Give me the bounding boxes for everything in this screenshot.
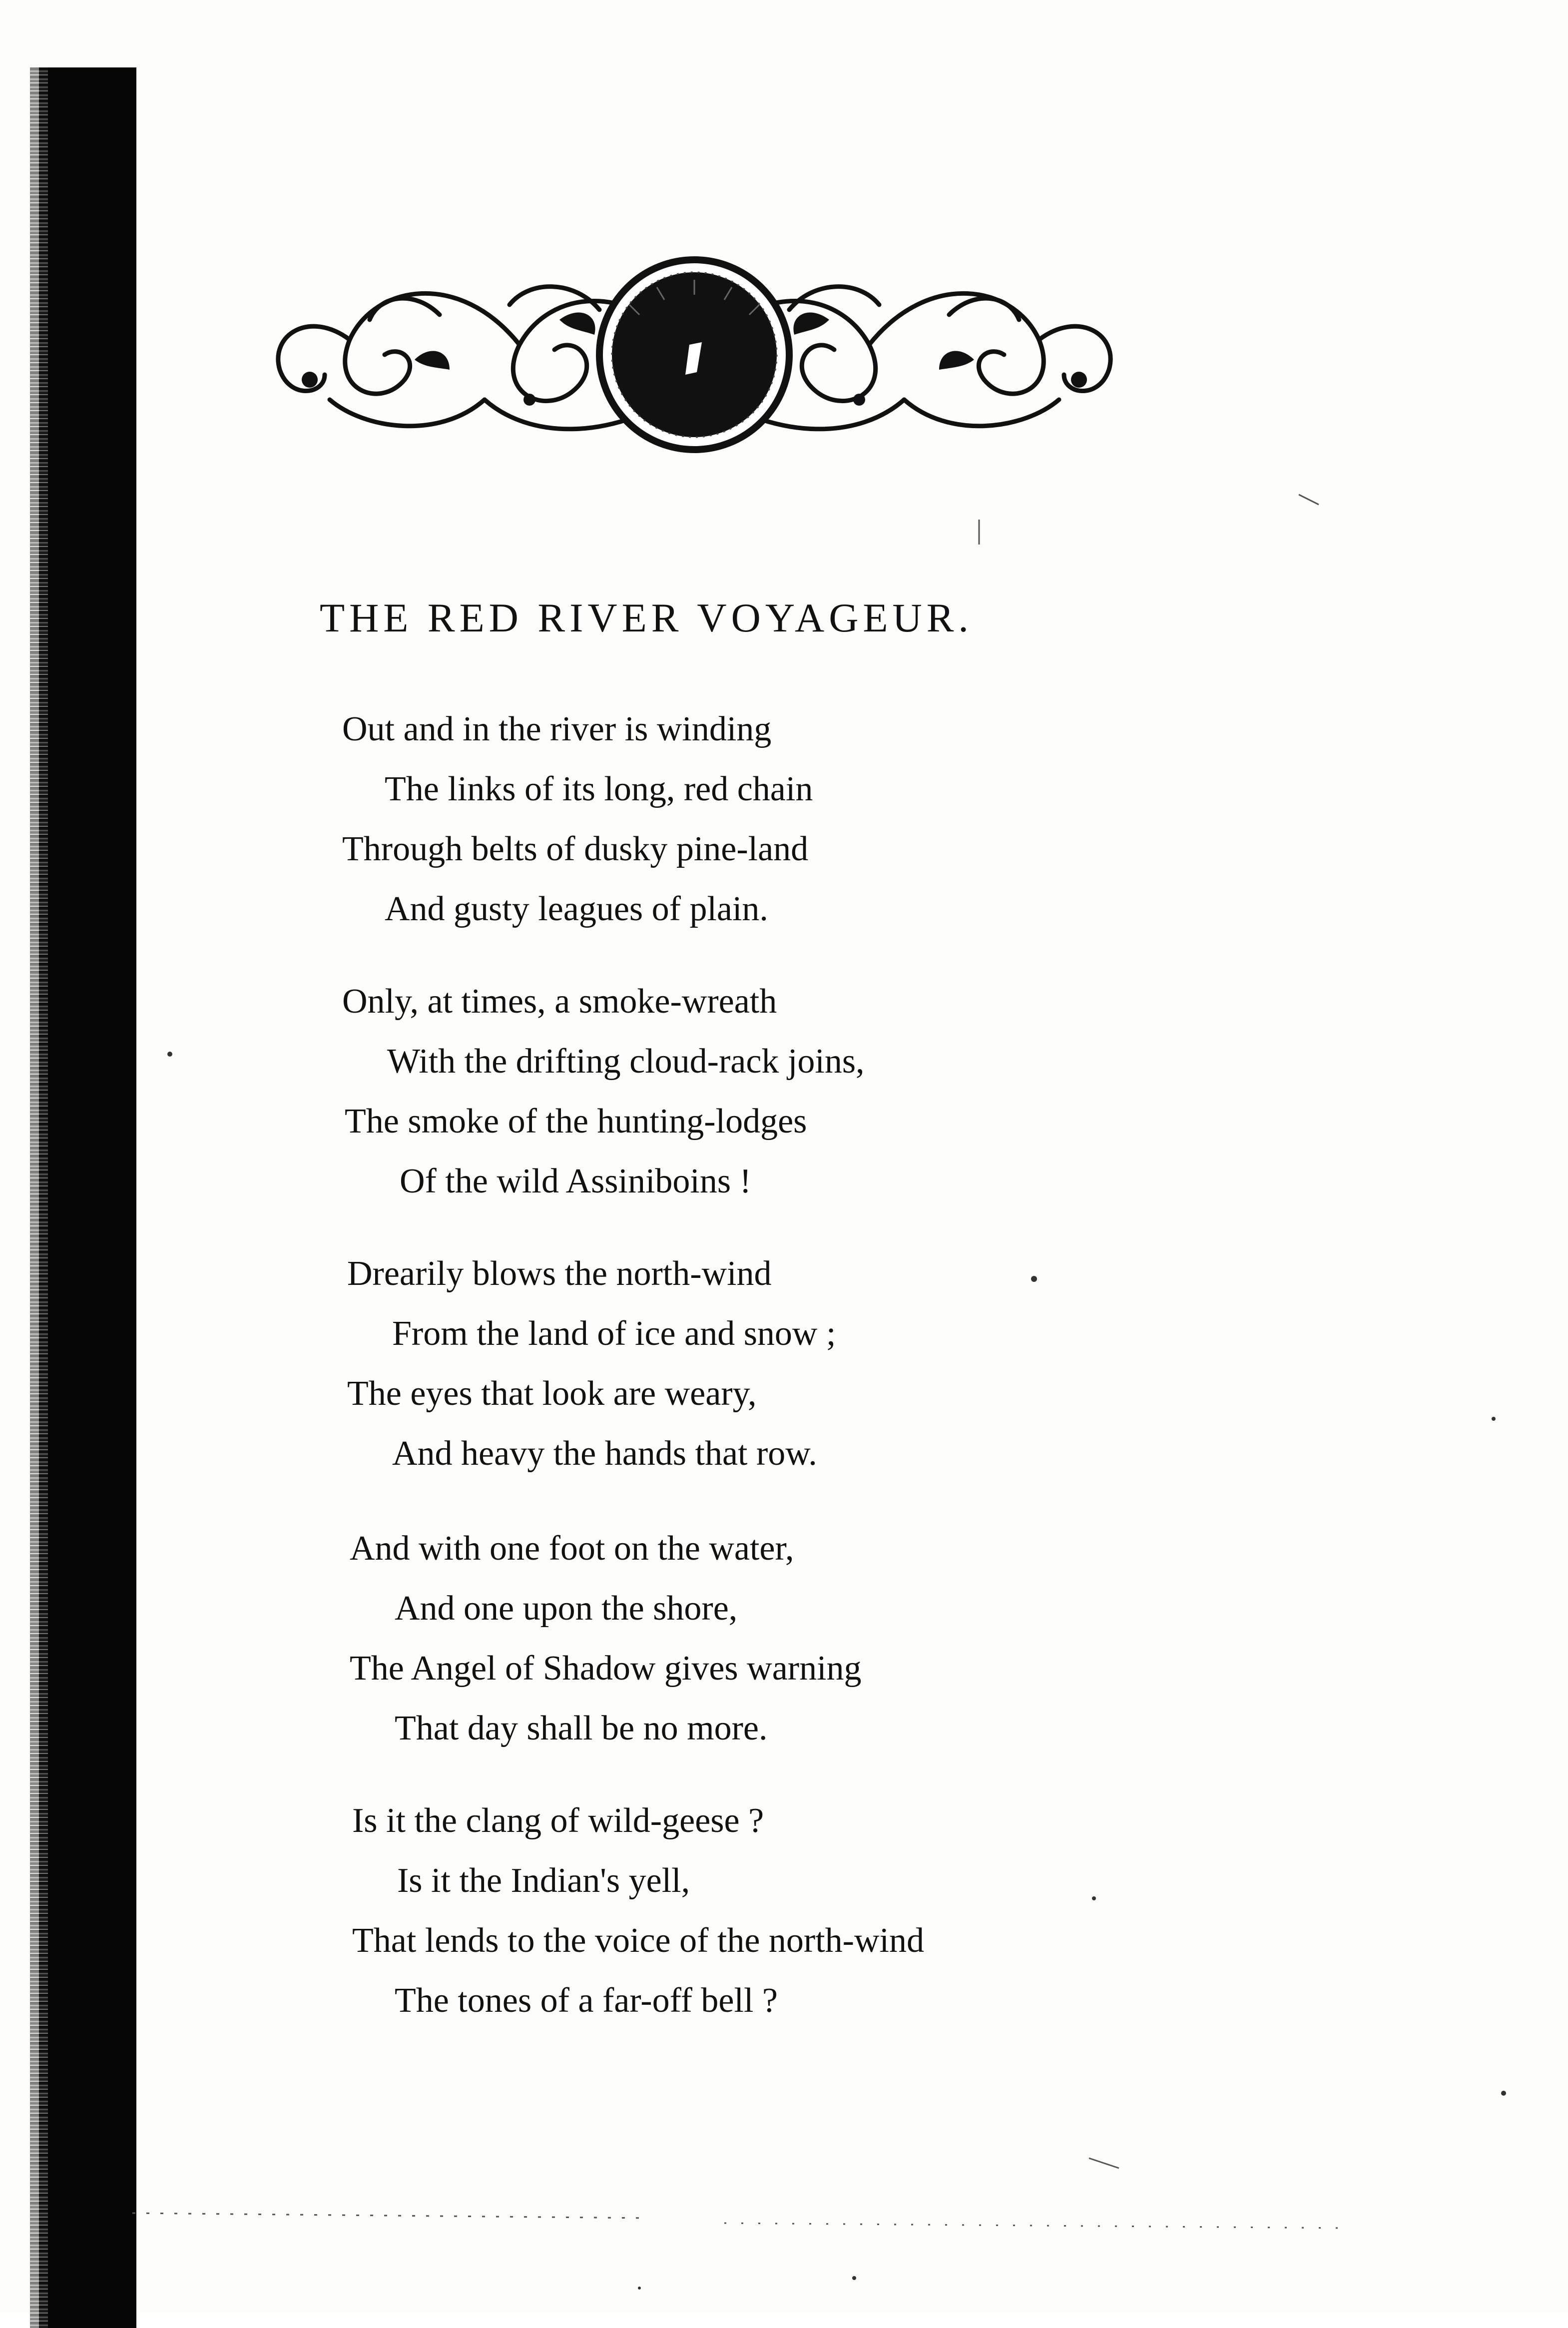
poem-line: That lends to the voice of the north-wind bbox=[352, 1921, 924, 1960]
poem-line: Out and in the river is winding bbox=[342, 710, 772, 748]
poem-line: And one upon the shore, bbox=[395, 1589, 738, 1628]
poem-line: The links of its long, red chain bbox=[385, 770, 813, 808]
poem-line: Only, at times, a smoke-wreath bbox=[342, 982, 777, 1021]
poem-line: And gusty leagues of plain. bbox=[385, 890, 768, 928]
poem-line: From the land of ice and snow ; bbox=[392, 1314, 836, 1353]
poem-line: The tones of a far-off bell ? bbox=[395, 1981, 778, 2020]
poem-line: That day shall be no more. bbox=[395, 1709, 768, 1747]
poem-line: And with one foot on the water, bbox=[350, 1529, 794, 1568]
poem-line: Of the wild Assiniboins ! bbox=[400, 1162, 751, 1200]
poem-line: With the drifting cloud-rack joins, bbox=[387, 1042, 865, 1081]
poem-line: Drearily blows the north-wind bbox=[347, 1254, 772, 1293]
poem-line: The Angel of Shadow gives warning bbox=[350, 1649, 862, 1688]
poem-line: Is it the clang of wild-geese ? bbox=[352, 1801, 764, 1840]
poem-line: Through belts of dusky pine-land bbox=[342, 830, 809, 868]
poem-line: The eyes that look are weary, bbox=[347, 1374, 757, 1413]
poem-line: Is it the Indian's yell, bbox=[397, 1861, 690, 1900]
poem-line: And heavy the hands that row. bbox=[392, 1434, 817, 1473]
poem-title: THE RED RIVER VOYAGEUR. bbox=[320, 595, 973, 640]
poem-line: The smoke of the hunting-lodges bbox=[345, 1102, 807, 1141]
